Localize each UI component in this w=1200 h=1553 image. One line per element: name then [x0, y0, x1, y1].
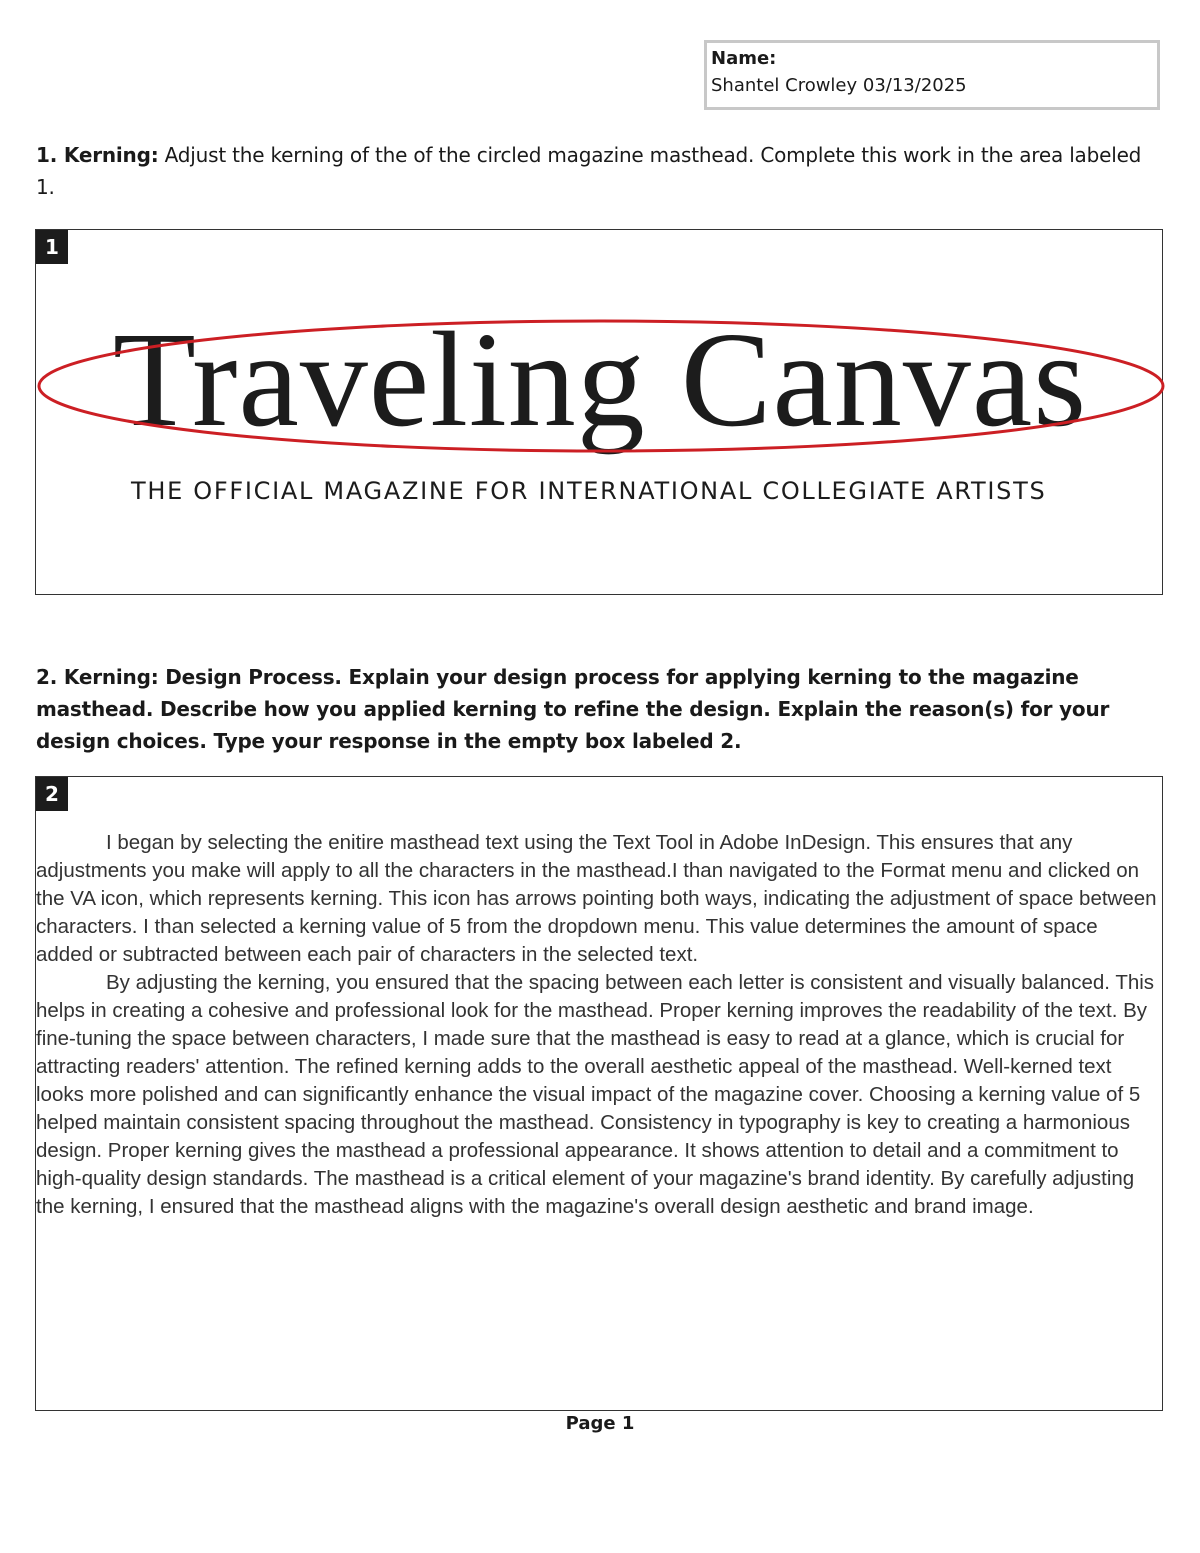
- answer-box-1: [35, 229, 1163, 595]
- response-paragraph-1: I began by selecting the enitire masthead text using the Text Tool in Adobe InDesign. This ensures that any adjustments you make will apply to all the characters in the masthead.I than navigated to the Format menu and clicked on the VA icon, which represents kerning. This icon has arrows pointing both ways, indicating the adjustment of space between characters. I than selected a kerning value of 5 from the dropdown menu. This value determines the amount of space added or subtracted between each pair of characters in the selected text.: [36, 831, 1157, 966]
- name-label: Name:: [711, 48, 777, 69]
- masthead-tagline: THE OFFICIAL MAGAZINE FOR INTERNATIONAL COLLEGIATE ARTISTS: [131, 477, 1047, 505]
- question-2-text: Explain your design process for applying kerning to the magazine masthead. Describe how you applied kerning to refine the design. Explain the reason(s) for your design choices. Type your response in the empty box labeled 2.: [36, 665, 1110, 753]
- red-ellipse: [39, 321, 1163, 451]
- question-1-title: 1. Kerning:: [36, 143, 159, 167]
- answer-box-2: [35, 776, 1163, 1411]
- box-2-badge: 2: [36, 777, 68, 811]
- question-1-text: Adjust the kerning of the of the circled magazine masthead. Complete this work in the area labeled 1.: [36, 143, 1142, 199]
- box-1-badge: 1: [36, 230, 68, 264]
- question-2-title: 2. Kerning: Design Process.: [36, 665, 342, 689]
- masthead-title: Traveling Canvas: [112, 305, 1088, 455]
- name-box: [704, 40, 1160, 110]
- response-text[interactable]: [36, 829, 1160, 1221]
- page-number: Page 1: [565, 1413, 635, 1434]
- question-2: [36, 661, 1146, 757]
- name-value: Shantel Crowley 03/13/2025: [711, 75, 967, 96]
- red-circle-annotation: [36, 230, 1164, 596]
- response-paragraph-2: By adjusting the kerning, you ensured that the spacing between each letter is consistent and visually balanced. This helps in creating a cohesive and professional look for the masthead. Proper kerning improves the readability of the text. By fine-tuning the space between characters, I made sure that the masthead is easy to read at a glance, which is crucial for attracting readers' attention. The refined kerning adds to the overall aesthetic appeal of the masthead. Well-kerned text looks more polished and can significantly enhance the visual impact of the magazine cover. Choosing a kerning value of 5 helped maintain consistent spacing throughout the masthead. Consistency in typography is key to creating a harmonious design. Proper kerning gives the masthead a professional appearance. It shows attention to detail and a commitment to high-quality design standards. The masthead is a critical element of your magazine's brand identity. By carefully adjusting the kerning, I ensured that the masthead aligns with the magazine's overall design aesthetic and brand image.: [36, 971, 1155, 1218]
- question-1: [36, 139, 1146, 203]
